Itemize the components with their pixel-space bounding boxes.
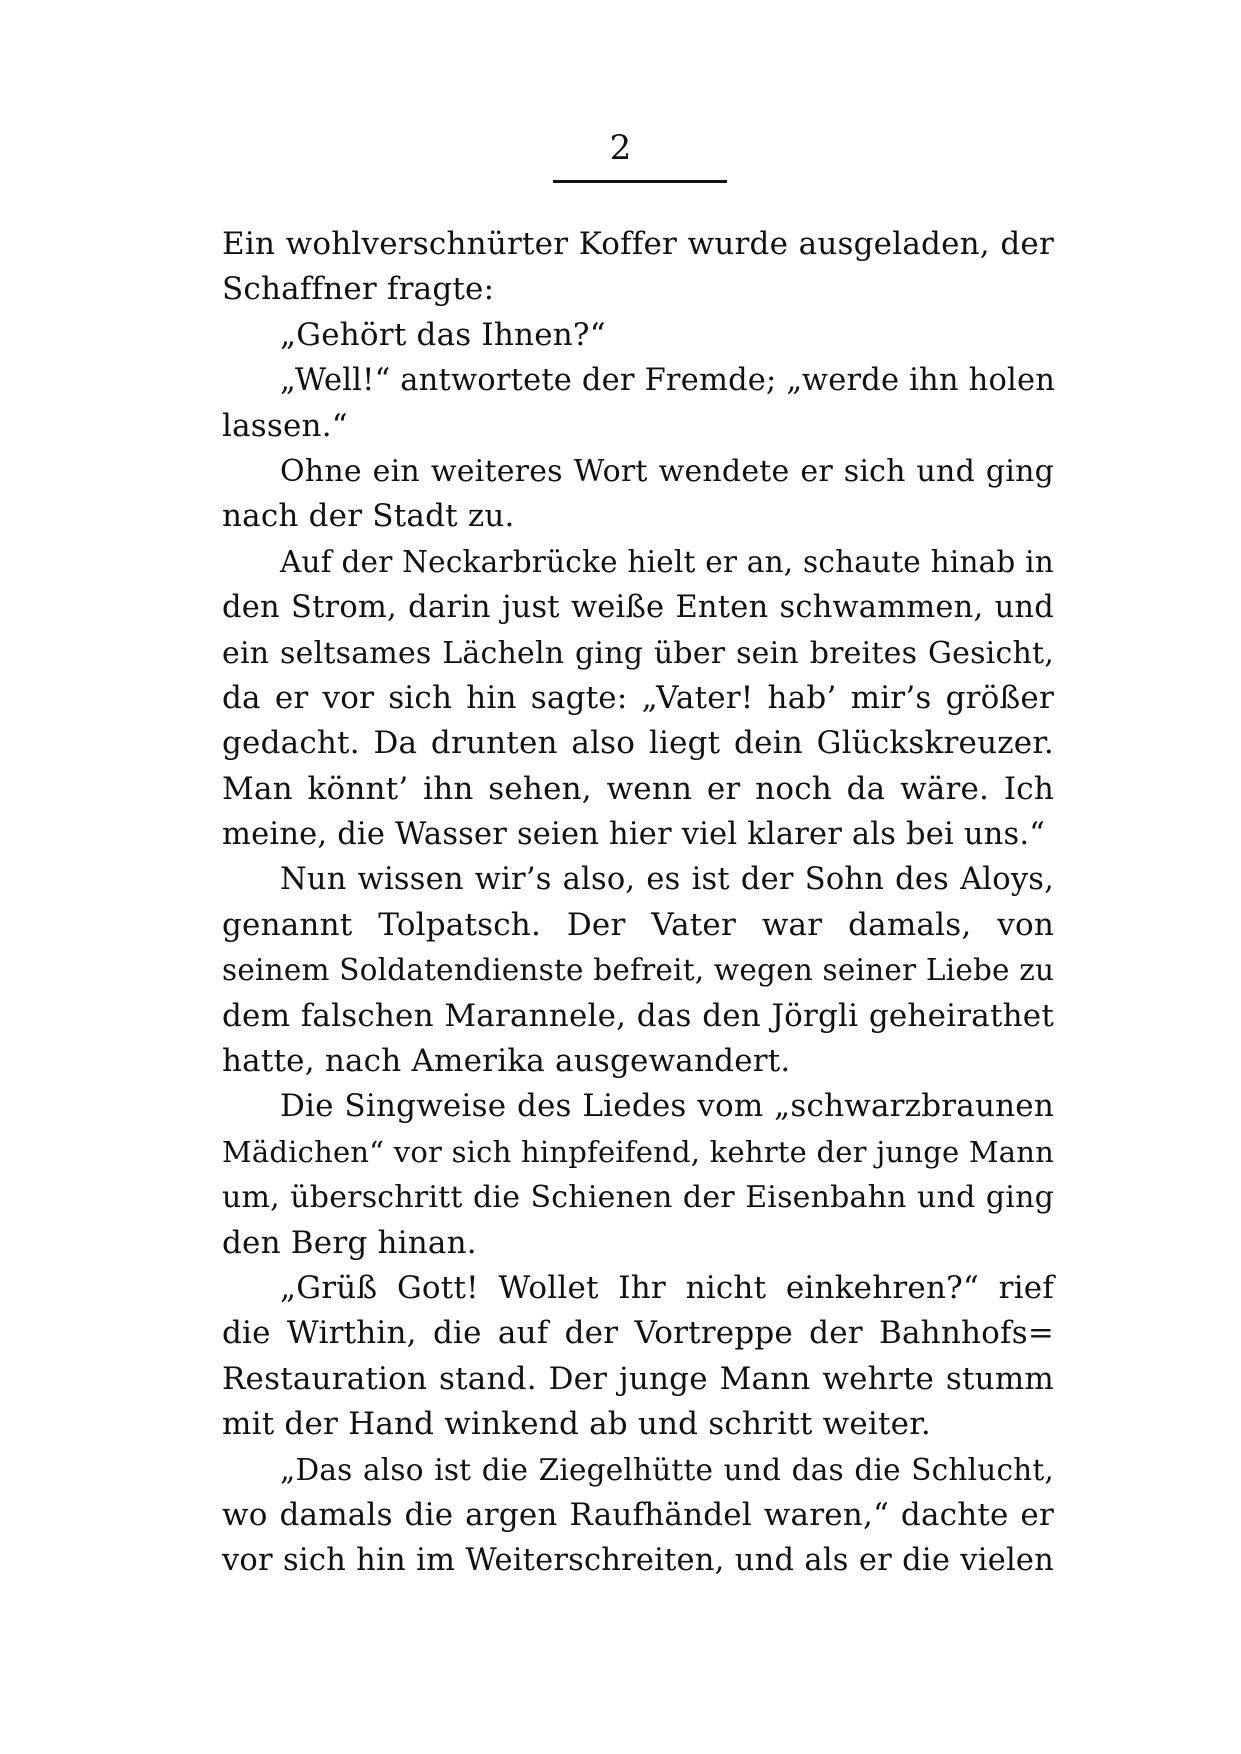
- text-line: hatte, nach Amerika ausgewandert.: [222, 1043, 791, 1080]
- text-line: da er vor sich hin sagte: „Vater! hab’ mir’s größer: [222, 679, 1054, 716]
- text-line: Schaffner fragte:: [222, 271, 495, 308]
- text-line: Ein wohlverschnürter Koffer wurde ausgeladen, der: [222, 226, 1054, 262]
- text-line: Auf der Neckarbrücke hielt er an, schaute hinab in: [280, 544, 1054, 579]
- text-line: „Well!“ antwortete der Fremde; „werde ihn holen: [280, 363, 1056, 399]
- text-line: Mädichen“ vor sich hinpfeifend, kehrte der junge Mann: [222, 1134, 1054, 1169]
- text-line: gedacht. Da drunten also liegt dein Glückskreuzer.: [222, 725, 1054, 762]
- text-line: Restauration stand. Der junge Mann wehrte stumm: [222, 1360, 1054, 1397]
- text-line: um, überschritt die Schienen der Eisenbahn und ging: [222, 1180, 1054, 1216]
- text-line: meine, die Wasser seien hier viel klarer als bei uns.“: [222, 817, 1046, 853]
- text-line: den Berg hinan.: [222, 1224, 477, 1261]
- text-line: den Strom, darin just weiße Enten schwammen, und: [222, 590, 1054, 626]
- text-line: mit der Hand winkend ab und schritt weiter.: [222, 1406, 931, 1443]
- text-line: seinem Soldatendienste befreit, wegen seiner Liebe zu: [222, 953, 1055, 988]
- text-line: Ohne ein weiteres Wort wendete er sich und ging: [280, 453, 1054, 489]
- text-line: nach der Stadt zu.: [222, 498, 515, 535]
- text-line: vor sich hin im Weiterschreiten, und als er die vielen: [222, 1543, 1054, 1579]
- text-line: Man könnt’ ihn sehen, wenn er noch da wäre. Ich: [222, 770, 1054, 807]
- text-line: „Das also ist die Ziegelhütte und das die Schlucht,: [280, 1452, 1054, 1487]
- text-line: dem falschen Marannele, das den Jörgli geheirathet: [222, 997, 1054, 1034]
- text-line: „Gehört das Ihnen?“: [280, 316, 606, 353]
- text-line: „Grüß Gott! Wollet Ihr nicht einkehren?“ rief: [280, 1269, 1054, 1306]
- body-text: [222, 222, 1054, 1584]
- page-number: 2: [609, 128, 632, 168]
- text-line: die Wirthin, die auf der Vortreppe der Bahnhofs=: [222, 1315, 1054, 1352]
- text-line: lassen.“: [222, 407, 348, 444]
- text-line: genannt Tolpatsch. Der Vater war damals, von: [222, 906, 1054, 943]
- header-rule: [553, 180, 727, 183]
- text-line: Die Singweise des Liedes vom „schwarzbraunen: [280, 1088, 1054, 1125]
- text-line: ein seltsames Lächeln ging über sein breites Gesicht,: [222, 635, 1054, 671]
- text-line: Nun wissen wir’s also, es ist der Sohn des Aloys,: [280, 862, 1054, 898]
- text-line: wo damals die argen Raufhändel waren,“ dachte er: [222, 1496, 1054, 1533]
